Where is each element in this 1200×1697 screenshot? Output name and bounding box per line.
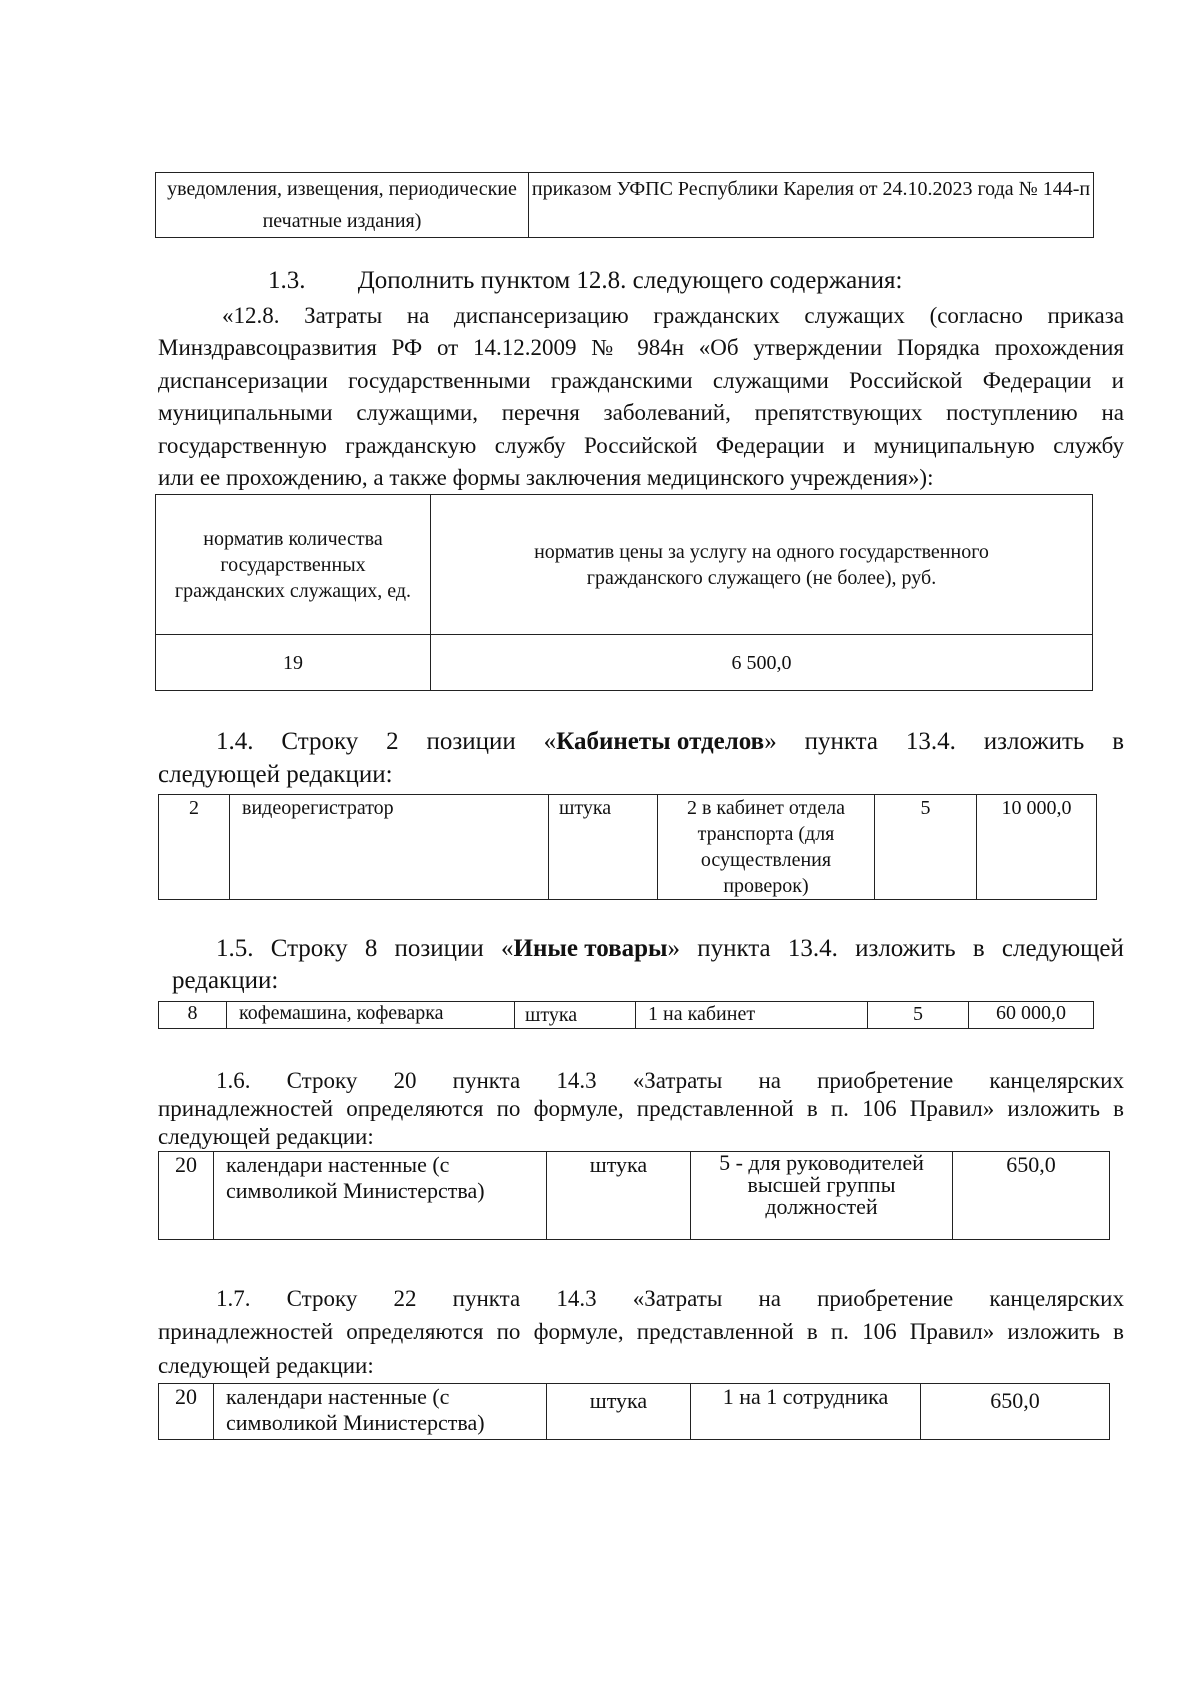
item-1-7-word: приобретение	[817, 1286, 954, 1311]
item-1-6-line-2: принадлежностей определяются по формуле, представленной в п. 106 Правил» изложить в	[158, 1096, 1124, 1121]
item-1-7-line-1	[216, 1284, 1124, 1314]
item-1-6-line-1	[216, 1066, 1124, 1096]
row-unit-cell: штука	[549, 795, 658, 900]
item-1-4-number: 1.4.	[216, 728, 254, 755]
item-1-7-word: «Затраты	[632, 1286, 723, 1311]
item-1-6-word: «Затраты	[632, 1068, 723, 1093]
item-1-7-word: канцелярских	[989, 1286, 1124, 1311]
row-number-cell: 20	[159, 1152, 214, 1240]
row-qty-cell: 1 на кабинет	[636, 1002, 868, 1029]
item-1-6-word: 20	[393, 1068, 417, 1093]
top-table-left-cell: уведомления, извещения, периодические печатные издания)	[156, 173, 529, 238]
item-1-6-table	[158, 1151, 1110, 1240]
item-1-5-word: пункта	[697, 935, 771, 962]
item-1-3-heading	[268, 266, 902, 296]
item-1-3-line: или ее прохождению, а также формы заключения медицинского учреждения»):	[158, 465, 934, 491]
item-1-7-line-2: принадлежностей определяются по формуле, представленной в п. 106 Правил» изложить в	[158, 1319, 1124, 1344]
item-1-4-word: в	[1112, 728, 1124, 755]
item-1-7-word: Строку	[286, 1286, 358, 1311]
item-1-3-number: 1.3.	[268, 267, 306, 294]
header-count-cell: норматив количества государственных гражданских служащих, ед.	[156, 495, 431, 635]
item-1-4-line-2: следующей редакции:	[158, 761, 393, 788]
row-qty-cell: 5 - для руководителей высшей группы должностей	[691, 1152, 953, 1240]
item-1-4-bold-name: Кабинеты отделов	[556, 728, 765, 755]
item-1-4-word: изложить	[983, 728, 1085, 755]
row-years-cell: 5	[875, 795, 977, 900]
row-qty-cell: 1 на 1 сотрудника	[691, 1384, 921, 1440]
header-price-cell: норматив цены за услугу на одного государственного гражданского служащего (не более), руб.	[431, 495, 1093, 635]
item-1-4-table	[158, 794, 1097, 900]
item-1-4-line-1	[216, 727, 1124, 757]
row-name-cell: кофемашина, кофеварка	[227, 1002, 515, 1029]
count-cell: 19	[156, 635, 431, 691]
item-1-5-word: следующей	[1001, 935, 1124, 962]
dispensary-table	[155, 494, 1093, 691]
item-1-6-word: 14.3	[556, 1068, 597, 1093]
item-1-6-line-3: следующей редакции:	[158, 1124, 374, 1149]
item-1-4-word: пункта	[804, 728, 878, 755]
item-1-5-word: Строку	[270, 935, 348, 962]
row-name-cell: календари настенные (с символикой Министерства)	[214, 1384, 547, 1440]
item-1-3-line: Минздравсоцразвития РФ от 14.12.2009 № 984н «Об утверждении Порядка прохождения	[158, 335, 1124, 361]
item-1-3-line: государственную гражданскую службу Российской Федерации и муниципальную службу	[158, 432, 1124, 458]
item-1-7-number: 1.7.	[216, 1286, 251, 1311]
row-unit-cell: штука	[547, 1152, 691, 1240]
item-1-6-number: 1.6.	[216, 1068, 251, 1093]
item-1-4-quoted: «Кабинеты отделов»	[543, 728, 777, 755]
item-1-5-bold-name: Иные товары	[513, 935, 668, 962]
item-1-4-word: 13.4.	[905, 728, 956, 755]
item-1-5-word: в	[972, 935, 985, 962]
item-1-5-line-2: редакции:	[172, 967, 279, 994]
item-1-4-word: 2	[386, 728, 399, 755]
item-1-5-number: 1.5.	[216, 935, 254, 962]
row-unit-cell: штука	[547, 1384, 691, 1440]
item-1-7-word: пункта	[452, 1286, 521, 1311]
row-number-cell: 8	[159, 1002, 227, 1029]
row-number-cell: 2	[159, 795, 230, 900]
top-table	[155, 172, 1094, 238]
item-1-3-line: «12.8. Затраты на диспансеризацию гражданских служащих (согласно приказа	[222, 303, 1124, 328]
row-unit-cell: штука	[515, 1002, 636, 1029]
item-1-3-line: диспансеризации государственными гражданскими служащими Российской Федерации и	[158, 367, 1124, 393]
item-1-3-text: Дополнить пунктом 12.8. следующего содержания:	[357, 267, 903, 294]
item-1-7-line-3: следующей редакции:	[158, 1353, 374, 1378]
row-price-cell: 650,0	[953, 1152, 1110, 1240]
item-1-6-word: приобретение	[817, 1068, 954, 1093]
item-1-7-table	[158, 1383, 1110, 1440]
item-1-5-line-1	[216, 934, 1124, 964]
item-1-7-word: 14.3	[556, 1286, 597, 1311]
item-1-6-word: пункта	[452, 1068, 521, 1093]
item-1-5-word: 13.4.	[787, 935, 838, 962]
item-1-4-word: позиции	[426, 728, 516, 755]
item-1-7-word: 22	[393, 1286, 417, 1311]
top-table-right-cell: приказом УФПС Республики Карелия от 24.10.2023 года № 144-п	[529, 173, 1094, 238]
item-1-5-word: позиции	[394, 935, 484, 962]
item-1-3-body	[158, 300, 1124, 494]
row-price-cell: 60 000,0	[969, 1002, 1094, 1029]
row-price-cell: 10 000,0	[977, 795, 1097, 900]
item-1-6-word: Строку	[286, 1068, 358, 1093]
item-1-5-word: 8	[364, 935, 378, 962]
item-1-5-word: изложить	[855, 935, 956, 962]
row-number-cell: 20	[159, 1384, 214, 1440]
item-1-5-table	[158, 1001, 1094, 1029]
item-1-4-word: Строку	[281, 728, 359, 755]
row-price-cell: 650,0	[921, 1384, 1110, 1440]
item-1-3-line: муниципальными служащими, перечня заболеваний, препятствующих поступлению на	[158, 400, 1124, 426]
item-1-6-word: канцелярских	[989, 1068, 1124, 1093]
row-name-cell: календари настенные (с символикой Министерства)	[214, 1152, 547, 1240]
item-1-7-word: на	[758, 1286, 781, 1311]
price-cell: 6 500,0	[431, 635, 1093, 691]
item-1-6-word: на	[758, 1068, 781, 1093]
item-1-5-quoted: «Иные товары»	[501, 935, 680, 962]
row-years-cell: 5	[868, 1002, 969, 1029]
row-qty-cell: 2 в кабинет отдела транспорта (для осуществления проверок)	[658, 795, 875, 900]
row-name-cell: видеорегистратор	[230, 795, 549, 900]
